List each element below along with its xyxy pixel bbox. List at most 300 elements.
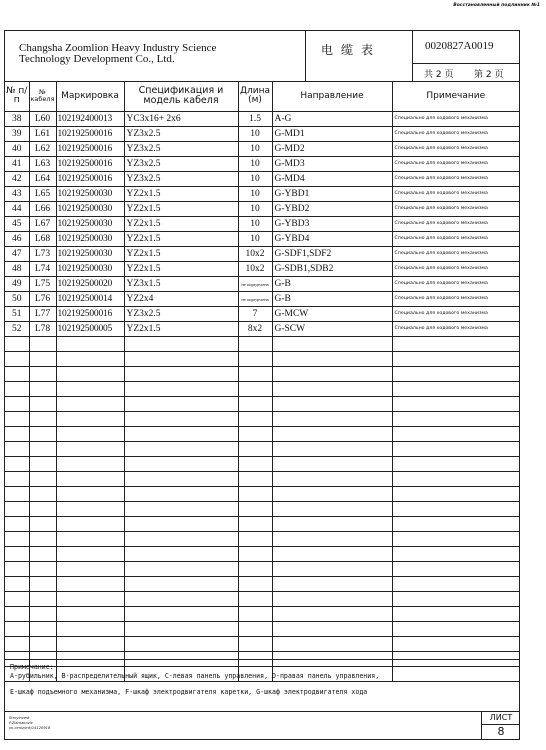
- empty-cell: [56, 637, 124, 652]
- empty-row: [5, 547, 519, 562]
- empty-row: [5, 337, 519, 352]
- empty-row: [5, 397, 519, 412]
- empty-cell: [272, 457, 392, 472]
- empty-cell: [29, 412, 56, 427]
- empty-cell: [392, 472, 519, 487]
- empty-row: [5, 502, 519, 517]
- table-header-row: [5, 81, 519, 112]
- row-number: 48: [5, 262, 29, 277]
- empty-cell: [56, 472, 124, 487]
- empty-row: [5, 562, 519, 577]
- cable-spec: YC3x16+ 2x6: [124, 112, 238, 127]
- sheet-label: ЛИСТ: [482, 712, 520, 725]
- cable-number: L66: [29, 202, 56, 217]
- document-number: 0020827A0019: [425, 40, 494, 52]
- empty-row: [5, 412, 519, 427]
- company-line-2: Technology Development Co., Ltd.: [19, 53, 175, 65]
- table-body: [5, 112, 519, 682]
- cable-length: 10: [238, 217, 272, 232]
- empty-row: [5, 382, 519, 397]
- empty-cell: [392, 517, 519, 532]
- cable-direction: G-B: [272, 277, 392, 292]
- cable-direction: G-MCW: [272, 307, 392, 322]
- empty-cell: [392, 532, 519, 547]
- empty-cell: [238, 547, 272, 562]
- cable-number: L61: [29, 127, 56, 142]
- cable-spec: YZ3x2.5: [124, 127, 238, 142]
- total-pages: 共 2 页: [424, 70, 454, 80]
- empty-cell: [272, 607, 392, 622]
- row-number: 49: [5, 277, 29, 292]
- empty-cell: [392, 637, 519, 652]
- empty-cell: [238, 397, 272, 412]
- empty-row: [5, 577, 519, 592]
- empty-cell: [124, 532, 238, 547]
- cable-length: не определена: [238, 277, 272, 292]
- empty-cell: [29, 592, 56, 607]
- empty-cell: [56, 367, 124, 382]
- empty-cell: [124, 337, 238, 352]
- marking-code: 102192500016: [56, 157, 124, 172]
- cable-spec: YZ2x1.5: [124, 232, 238, 247]
- empty-cell: [238, 517, 272, 532]
- cable-direction: G-YBD2: [272, 202, 392, 217]
- cable-number: L63: [29, 157, 56, 172]
- row-note: Специально для ходового механизма: [392, 187, 519, 202]
- row-number: 47: [5, 247, 29, 262]
- empty-row: [5, 442, 519, 457]
- empty-cell: [5, 517, 29, 532]
- empty-cell: [5, 457, 29, 472]
- empty-row: [5, 457, 519, 472]
- empty-cell: [238, 412, 272, 427]
- empty-cell: [124, 442, 238, 457]
- empty-cell: [124, 562, 238, 577]
- empty-cell: [392, 622, 519, 637]
- marking-code: 102192500030: [56, 202, 124, 217]
- empty-cell: [238, 487, 272, 502]
- cable-number: L77: [29, 307, 56, 322]
- empty-cell: [238, 352, 272, 367]
- row-number: 39: [5, 127, 29, 142]
- empty-cell: [272, 472, 392, 487]
- marking-code: 102192500014: [56, 292, 124, 307]
- row-note: Специально для ходового механизма: [392, 232, 519, 247]
- cable-spec: YZ3x2.5: [124, 142, 238, 157]
- table-row: [5, 127, 519, 142]
- empty-cell: [272, 622, 392, 637]
- document-frame: [4, 30, 520, 740]
- empty-cell: [392, 382, 519, 397]
- marking-code: 102192500030: [56, 187, 124, 202]
- cable-length: 10: [238, 232, 272, 247]
- table-row: [5, 112, 519, 127]
- empty-cell: [272, 397, 392, 412]
- empty-cell: [272, 517, 392, 532]
- empty-cell: [238, 532, 272, 547]
- empty-cell: [5, 442, 29, 457]
- row-note: Специально для ходового механизма: [392, 277, 519, 292]
- empty-cell: [392, 337, 519, 352]
- cable-direction: G-SDB1,SDB2: [272, 262, 392, 277]
- empty-cell: [124, 637, 238, 652]
- empty-cell: [124, 577, 238, 592]
- empty-cell: [56, 352, 124, 367]
- notes-line-1: А-рубильник, В-распределительный ящик, С-левая панель управления, D-правая панель управления,: [10, 672, 380, 680]
- table-row: [5, 187, 519, 202]
- table-row: [5, 322, 519, 337]
- empty-cell: [392, 577, 519, 592]
- empty-cell: [5, 427, 29, 442]
- row-note: Специально для ходового механизма: [392, 217, 519, 232]
- page-counter: [412, 63, 519, 82]
- empty-cell: [392, 487, 519, 502]
- table-row: [5, 157, 519, 172]
- empty-row: [5, 367, 519, 382]
- col-direction-header: Направление: [272, 81, 392, 112]
- cable-spec: YZ2x4: [124, 292, 238, 307]
- empty-cell: [392, 367, 519, 382]
- col-spec-header: Спецификация и модель кабеля: [124, 81, 238, 112]
- row-note: Специально для ходового механизма: [392, 172, 519, 187]
- cable-number: L76: [29, 292, 56, 307]
- cable-length: 10x2: [238, 247, 272, 262]
- row-number: 52: [5, 322, 29, 337]
- empty-cell: [56, 622, 124, 637]
- marking-code: 102192500016: [56, 142, 124, 157]
- empty-cell: [238, 427, 272, 442]
- notes-line-2: E-шкаф подъемного механизма, F-шкаф электродвигателя каретки, G-шкаф электродвигателя хода: [10, 688, 368, 696]
- cable-direction: G-MD3: [272, 157, 392, 172]
- cable-length: 10: [238, 172, 272, 187]
- cable-length: 10x2: [238, 262, 272, 277]
- restored-original-note: Восстановленный подлинник №1: [453, 3, 540, 8]
- empty-cell: [272, 532, 392, 547]
- cable-spec: YZ2x1.5: [124, 322, 238, 337]
- empty-cell: [272, 562, 392, 577]
- cable-direction: G-B: [272, 292, 392, 307]
- empty-cell: [124, 472, 238, 487]
- empty-cell: [238, 472, 272, 487]
- empty-cell: [392, 412, 519, 427]
- empty-cell: [238, 622, 272, 637]
- table-row: [5, 277, 519, 292]
- row-note: Специально для ходового механизма: [392, 292, 519, 307]
- empty-row: [5, 607, 519, 622]
- cable-spec: YZ3x2.5: [124, 172, 238, 187]
- empty-cell: [5, 337, 29, 352]
- marking-code: 102192500016: [56, 127, 124, 142]
- empty-cell: [124, 367, 238, 382]
- row-note: Специально для ходового механизма: [392, 262, 519, 277]
- footer-block: [5, 711, 519, 740]
- empty-cell: [272, 352, 392, 367]
- cable-number: L73: [29, 247, 56, 262]
- empty-cell: [56, 607, 124, 622]
- row-note: Специально для ходового механизма: [392, 127, 519, 142]
- title-block: [5, 31, 519, 82]
- empty-cell: [29, 562, 56, 577]
- marking-code: 102192500016: [56, 307, 124, 322]
- empty-cell: [29, 622, 56, 637]
- marking-code: 102192500016: [56, 172, 124, 187]
- empty-cell: [272, 442, 392, 457]
- row-note: Специально для ходового механизма: [392, 247, 519, 262]
- col-length-header: Длина (м): [238, 81, 272, 112]
- col-marking-header: Маркировка: [56, 81, 124, 112]
- empty-cell: [29, 457, 56, 472]
- empty-cell: [272, 577, 392, 592]
- empty-cell: [29, 502, 56, 517]
- empty-cell: [5, 472, 29, 487]
- empty-cell: [238, 637, 272, 652]
- empty-cell: [124, 487, 238, 502]
- col-no-header: № п/п: [5, 81, 29, 112]
- empty-cell: [5, 592, 29, 607]
- empty-cell: [56, 457, 124, 472]
- empty-cell: [5, 532, 29, 547]
- row-note: Специально для ходового механизма: [392, 112, 519, 127]
- row-note: Специально для ходового механизма: [392, 202, 519, 217]
- col-cable-no-header: № кабеля: [29, 81, 56, 112]
- cable-number: L64: [29, 172, 56, 187]
- row-note: Специально для ходового механизма: [392, 157, 519, 172]
- cable-length: 8x2: [238, 322, 272, 337]
- empty-cell: [124, 457, 238, 472]
- table-row: [5, 217, 519, 232]
- empty-cell: [56, 412, 124, 427]
- row-number: 42: [5, 172, 29, 187]
- empty-cell: [272, 412, 392, 427]
- cable-direction: G-YBD1: [272, 187, 392, 202]
- empty-cell: [124, 502, 238, 517]
- row-note: Специально для ходового механизма: [392, 307, 519, 322]
- cable-spec: YZ2x1.5: [124, 187, 238, 202]
- cable-number: L67: [29, 217, 56, 232]
- empty-cell: [56, 547, 124, 562]
- empty-cell: [56, 502, 124, 517]
- empty-cell: [29, 487, 56, 502]
- empty-row: [5, 427, 519, 442]
- signature-stamp: Stroyinvest P.Zlamanovic vn.ceniz/mk/14120918: [9, 716, 51, 730]
- row-note: Специально для ходового механизма: [392, 322, 519, 337]
- marking-code: 102192500030: [56, 247, 124, 262]
- empty-cell: [56, 427, 124, 442]
- empty-cell: [29, 427, 56, 442]
- cable-spec: YZ2x1.5: [124, 262, 238, 277]
- empty-cell: [5, 562, 29, 577]
- empty-cell: [238, 382, 272, 397]
- empty-cell: [272, 487, 392, 502]
- empty-cell: [272, 547, 392, 562]
- table-row: [5, 232, 519, 247]
- empty-cell: [124, 592, 238, 607]
- cable-number: L60: [29, 112, 56, 127]
- empty-cell: [5, 397, 29, 412]
- sheet-number: 8: [497, 725, 505, 738]
- cable-number: L74: [29, 262, 56, 277]
- empty-cell: [5, 547, 29, 562]
- cable-direction: G-SDF1,SDF2: [272, 247, 392, 262]
- cable-length: 10: [238, 157, 272, 172]
- cable-spec: YZ2x1.5: [124, 247, 238, 262]
- empty-cell: [238, 457, 272, 472]
- empty-cell: [124, 352, 238, 367]
- table-row: [5, 307, 519, 322]
- cable-table: [5, 81, 519, 682]
- empty-cell: [56, 442, 124, 457]
- empty-cell: [124, 412, 238, 427]
- empty-cell: [392, 607, 519, 622]
- empty-cell: [5, 412, 29, 427]
- empty-cell: [56, 577, 124, 592]
- empty-cell: [29, 397, 56, 412]
- empty-cell: [29, 472, 56, 487]
- notes-title: Примечание:: [10, 663, 54, 671]
- empty-cell: [124, 397, 238, 412]
- cable-spec: YZ3x1.5: [124, 277, 238, 292]
- empty-cell: [29, 607, 56, 622]
- empty-cell: [238, 562, 272, 577]
- empty-row: [5, 517, 519, 532]
- empty-cell: [124, 622, 238, 637]
- row-number: 38: [5, 112, 29, 127]
- row-number: 43: [5, 187, 29, 202]
- marking-code: 102192500005: [56, 322, 124, 337]
- empty-row: [5, 532, 519, 547]
- cable-spec: YZ2x1.5: [124, 217, 238, 232]
- empty-cell: [5, 607, 29, 622]
- row-number: 51: [5, 307, 29, 322]
- empty-cell: [5, 622, 29, 637]
- empty-row: [5, 352, 519, 367]
- empty-row: [5, 592, 519, 607]
- empty-cell: [392, 502, 519, 517]
- empty-cell: [29, 367, 56, 382]
- empty-cell: [29, 442, 56, 457]
- empty-cell: [5, 352, 29, 367]
- empty-cell: [5, 487, 29, 502]
- empty-cell: [392, 562, 519, 577]
- cable-length: 7: [238, 307, 272, 322]
- empty-cell: [29, 337, 56, 352]
- empty-cell: [56, 592, 124, 607]
- table-row: [5, 247, 519, 262]
- empty-cell: [238, 592, 272, 607]
- cable-spec: YZ2x1.5: [124, 202, 238, 217]
- company-name: [19, 43, 216, 65]
- empty-cell: [29, 637, 56, 652]
- empty-cell: [56, 337, 124, 352]
- row-number: 46: [5, 232, 29, 247]
- empty-cell: [29, 532, 56, 547]
- cable-length: 10: [238, 127, 272, 142]
- empty-cell: [124, 517, 238, 532]
- col-note-header: Примечание: [392, 81, 519, 112]
- marking-code: 102192500030: [56, 232, 124, 247]
- empty-row: [5, 622, 519, 637]
- row-number: 40: [5, 142, 29, 157]
- table-row: [5, 142, 519, 157]
- empty-cell: [392, 547, 519, 562]
- cable-spec: YZ3x2.5: [124, 307, 238, 322]
- empty-cell: [29, 547, 56, 562]
- cable-number: L78: [29, 322, 56, 337]
- cable-direction: A-G: [272, 112, 392, 127]
- notes-section: [5, 659, 519, 712]
- cable-direction: G-SCW: [272, 322, 392, 337]
- empty-cell: [5, 502, 29, 517]
- table-row: [5, 262, 519, 277]
- empty-cell: [5, 577, 29, 592]
- cable-length: 10: [238, 202, 272, 217]
- empty-cell: [392, 352, 519, 367]
- empty-cell: [238, 367, 272, 382]
- empty-cell: [56, 562, 124, 577]
- empty-cell: [29, 382, 56, 397]
- empty-cell: [392, 397, 519, 412]
- row-number: 45: [5, 217, 29, 232]
- cable-length: не определена: [238, 292, 272, 307]
- empty-cell: [238, 577, 272, 592]
- cable-number: L65: [29, 187, 56, 202]
- empty-cell: [238, 607, 272, 622]
- empty-cell: [5, 637, 29, 652]
- empty-cell: [56, 397, 124, 412]
- table-row: [5, 202, 519, 217]
- empty-cell: [29, 577, 56, 592]
- cable-spec: YZ3x2.5: [124, 157, 238, 172]
- row-number: 50: [5, 292, 29, 307]
- empty-cell: [392, 457, 519, 472]
- empty-cell: [56, 532, 124, 547]
- empty-cell: [272, 382, 392, 397]
- empty-cell: [29, 517, 56, 532]
- cable-length: 10: [238, 142, 272, 157]
- cable-direction: G-MD4: [272, 172, 392, 187]
- empty-row: [5, 637, 519, 652]
- row-note: Специально для ходового механизма: [392, 142, 519, 157]
- empty-row: [5, 472, 519, 487]
- empty-cell: [56, 517, 124, 532]
- empty-cell: [272, 502, 392, 517]
- empty-cell: [272, 637, 392, 652]
- empty-cell: [238, 337, 272, 352]
- marking-code: 102192500030: [56, 262, 124, 277]
- empty-cell: [5, 382, 29, 397]
- empty-cell: [272, 367, 392, 382]
- empty-cell: [392, 592, 519, 607]
- document-title: 电缆表: [321, 43, 382, 57]
- cable-direction: G-YBD3: [272, 217, 392, 232]
- marking-code: 102192500020: [56, 277, 124, 292]
- empty-cell: [238, 502, 272, 517]
- empty-cell: [272, 427, 392, 442]
- empty-cell: [5, 367, 29, 382]
- empty-row: [5, 487, 519, 502]
- cable-direction: G-MD2: [272, 142, 392, 157]
- title-divider-1: [305, 31, 306, 81]
- cable-number: L62: [29, 142, 56, 157]
- cable-length: 1.5: [238, 112, 272, 127]
- company-line-1: Changsha Zoomlion Heavy Industry Science: [19, 42, 217, 54]
- cable-direction: G-MD1: [272, 127, 392, 142]
- empty-cell: [124, 607, 238, 622]
- table-row: [5, 172, 519, 187]
- empty-cell: [272, 592, 392, 607]
- empty-cell: [124, 547, 238, 562]
- row-number: 44: [5, 202, 29, 217]
